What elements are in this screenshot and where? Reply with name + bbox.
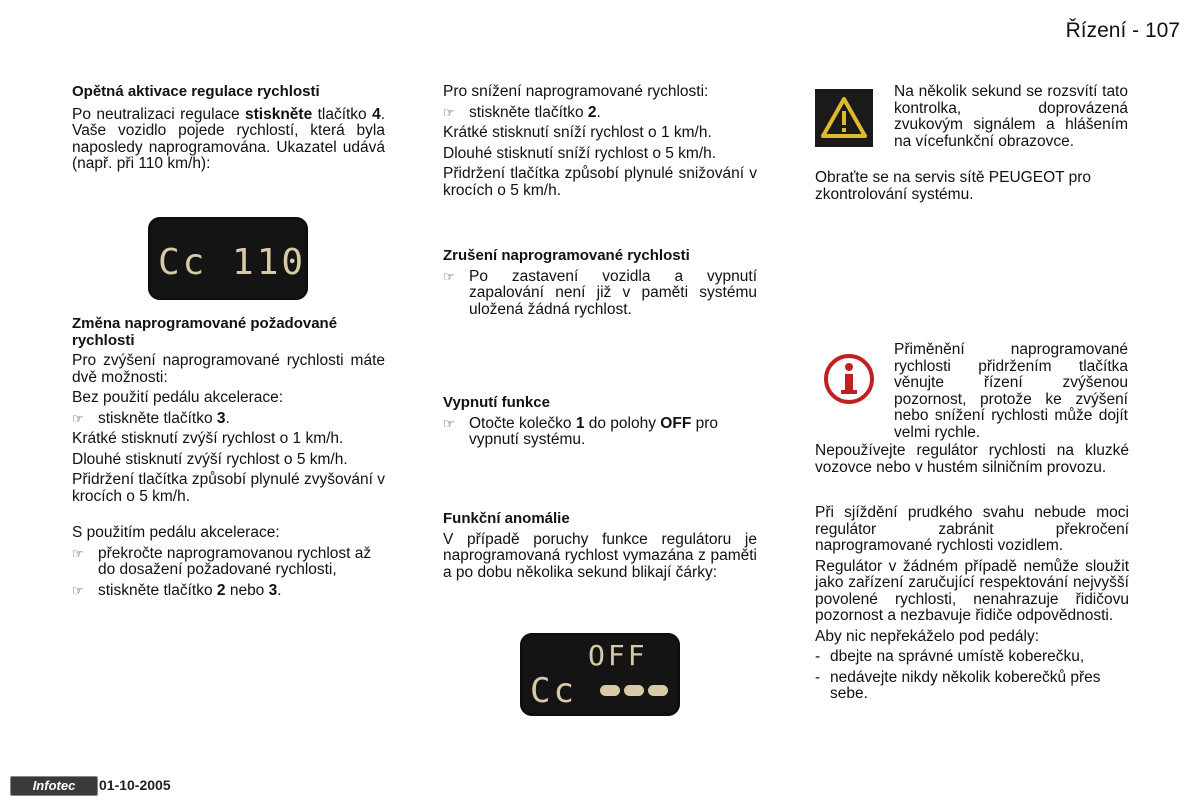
column-1-lower bbox=[72, 316, 385, 603]
bullet-hand-icon: ☞ bbox=[72, 410, 84, 426]
paragraph: Pro zvýšení naprogramované rychlosti máte dvě možnosti: bbox=[72, 352, 385, 386]
column-1 bbox=[72, 84, 385, 177]
column-2 bbox=[443, 84, 757, 203]
list-item: - nedávejte nikdy několik koberečků přes sebe. bbox=[815, 668, 1101, 702]
page-header: Řízení - 107 bbox=[1065, 19, 1180, 42]
paragraph: Přidržení tlačítka způsobí plynulé snižování v krocích o 5 km/h. bbox=[443, 165, 757, 199]
lcd-display-cc110 bbox=[148, 217, 308, 300]
footer-date: 01-10-2005 bbox=[99, 777, 171, 793]
dash-marker: - bbox=[815, 648, 821, 665]
heading-anomaly: Funkční anomálie bbox=[443, 510, 570, 527]
paragraph: S použitím pedálu akcelerace: bbox=[72, 524, 280, 541]
dash-marker: - bbox=[815, 668, 821, 686]
list-item: ☞ stiskněte tlačítko 3. bbox=[72, 409, 230, 427]
list-item: ☞ stiskněte tlačítko 2 nebo 3. bbox=[72, 581, 282, 599]
lcd-display-off bbox=[520, 633, 680, 716]
paragraph: Aby nic nepřekáželo pod pedály: bbox=[815, 627, 1040, 645]
bullet-hand-icon: ☞ bbox=[443, 104, 455, 120]
lcd-text: Cc 110 bbox=[158, 242, 307, 283]
bullet-hand-icon: ☞ bbox=[72, 582, 84, 598]
column-2-cancel bbox=[443, 248, 757, 322]
paragraph: Krátké stisknutí sníží rychlost o 1 km/h. bbox=[443, 124, 712, 141]
paragraph: Dlouhé stisknutí sníží rychlost o 5 km/h. bbox=[443, 144, 717, 162]
bullet-hand-icon: ☞ bbox=[72, 545, 84, 561]
infotec-logo: Infotec bbox=[10, 776, 98, 796]
list-item: - dbejte na správné umístě koberečku, bbox=[815, 648, 1085, 665]
paragraph: Nepoužívejte regulátor rychlosti na kluzké vozovce nebo v hustém silničním provozu. bbox=[815, 442, 1129, 476]
list-item: ☞ překročte naprogramovanou rychlost až do dosažení požadované rychlosti, bbox=[72, 544, 372, 578]
lcd-dash bbox=[648, 685, 668, 696]
list-item: ☞ stiskněte tlačítko 2. bbox=[443, 103, 601, 121]
column-3-service bbox=[815, 170, 1129, 207]
list-item: ☞ Po zastavení vozidla a vypnutí zapalování není již v paměti systému uložená žádná rychlost. bbox=[443, 267, 757, 318]
paragraph: Bez použití pedálu akcelerace: bbox=[72, 389, 284, 406]
heading-switch-off: Vypnutí funkce bbox=[443, 394, 550, 411]
paragraph: Přidržení tlačítka způsobí plynulé zvyšování v krocích o 5 km/h. bbox=[72, 471, 385, 505]
column-2-anomaly bbox=[443, 511, 757, 585]
paragraph: Po neutralizaci regulace stiskněte tlačítko 4. Vaše vozidlo pojede rychlostí, která byla naposledy naprogramována. Ukazatel udává (např. při 110 km/h): bbox=[72, 105, 385, 172]
warning-text: Na několik sekund se rozsvítí tato kontrolka, doprovázená zvukovým signálem a hlášením na vícefunkční obrazovce. bbox=[894, 83, 1128, 150]
paragraph: Pro snížení naprogramované rychlosti: bbox=[443, 83, 709, 100]
lcd-dash bbox=[600, 685, 620, 696]
info-icon bbox=[822, 352, 876, 406]
column-2-off bbox=[443, 395, 757, 453]
list-item: ☞ Otočte kolečko 1 do polohy OFF pro vypnutí systému. bbox=[443, 414, 719, 448]
heading-cancel-speed: Zrušení naprogramované rychlosti bbox=[443, 247, 690, 264]
paragraph: Obraťte se na servis sítě PEUGEOT pro zkontrolování systému. bbox=[815, 169, 1092, 203]
heading-change-speed: Změna naprogramované požadované rychlosti bbox=[72, 315, 338, 349]
paragraph: Regulátor v žádném případě nemůže sloužit jako zařízení zaručující respektování nejvyšší povolené rychlosti, nenahrazuje řidičovu pozornost a nezbavuje řidiče odpovědnosti. bbox=[815, 557, 1129, 624]
heading-reactivation: Opětná aktivace regulace rychlosti bbox=[72, 83, 320, 100]
lcd-dash bbox=[624, 685, 644, 696]
paragraph: Dlouhé stisknutí zvýší rychlost o 5 km/h. bbox=[72, 450, 348, 468]
info-text: Přiměnění naprogramované rychlosti přidržením tlačítka věnujte řízení zvýšenou pozornost, protože ke zvýšení nebo snížení rychlosti může dojít velmi rychle. bbox=[894, 341, 1128, 441]
paragraph: V případě poruchy funkce regulátoru je naprogramovaná rychlost vymazána z paměti a po dobu několika sekund blikají čárky: bbox=[443, 530, 757, 581]
column-3-lower bbox=[815, 443, 1129, 707]
bullet-hand-icon: ☞ bbox=[443, 415, 455, 431]
lcd-text-off: OFF bbox=[588, 639, 648, 672]
paragraph: Krátké stisknutí zvýší rychlost o 1 km/h. bbox=[72, 430, 344, 447]
lcd-text-cc: Cc bbox=[530, 671, 577, 711]
bullet-hand-icon: ☞ bbox=[443, 268, 455, 284]
warning-triangle-icon bbox=[815, 89, 873, 147]
paragraph: Při sjíždění prudkého svahu nebude moci regulátor zabránit překročení naprogramované rychlosti vozidlem. bbox=[815, 504, 1129, 554]
lcd-dashes bbox=[600, 685, 670, 697]
